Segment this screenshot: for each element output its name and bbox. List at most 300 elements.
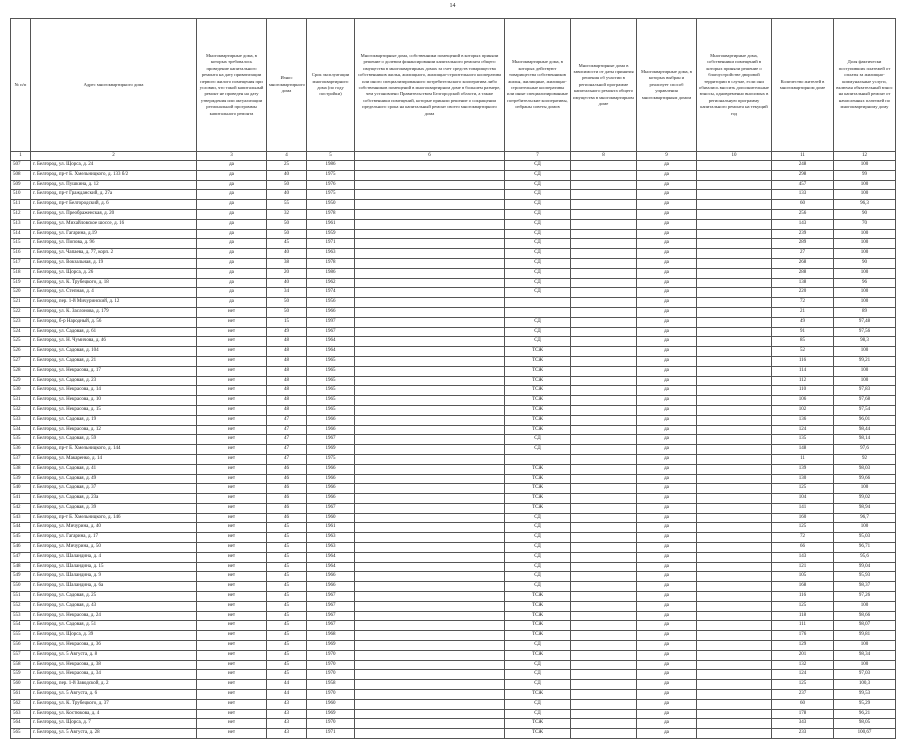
column-number: 8 [571, 152, 637, 161]
table-cell [355, 670, 505, 680]
table-row [11, 631, 896, 641]
table-cell: 1970 [307, 719, 355, 729]
table-cell [355, 219, 505, 229]
table-cell: 508 [11, 170, 31, 180]
table-cell: да [197, 278, 267, 288]
table-cell [505, 307, 571, 317]
table-cell: 1966 [307, 572, 355, 582]
table-cell [355, 709, 505, 719]
table-cell: 47 [267, 435, 307, 445]
table-cell [697, 415, 772, 425]
table-cell: нет [197, 317, 267, 327]
table-cell [697, 396, 772, 406]
table-cell [355, 690, 505, 700]
table-cell [571, 415, 637, 425]
table-cell: 233 [772, 729, 834, 739]
table-row [11, 415, 896, 425]
table-cell [697, 572, 772, 582]
table-cell: 48 [267, 366, 307, 376]
table-cell [697, 582, 772, 592]
table-cell: 55 [267, 200, 307, 210]
table-cell [571, 523, 637, 533]
table-cell: 46 [267, 503, 307, 513]
table-cell [355, 356, 505, 366]
table-cell: 1950 [307, 200, 355, 210]
table-cell [355, 396, 505, 406]
table-cell: да [637, 611, 697, 621]
table-cell: 45 [267, 641, 307, 651]
table-row [11, 592, 896, 602]
table-cell: 1965 [307, 405, 355, 415]
table-cell: да [197, 239, 267, 249]
table-cell: СД [505, 709, 571, 719]
table-cell: да [197, 170, 267, 180]
table-cell: г. Белгород, ул. Садовая, д. 25 [31, 592, 197, 602]
table-cell [697, 699, 772, 709]
table-cell [571, 288, 637, 298]
table-cell: 45 [267, 552, 307, 562]
table-cell: да [637, 239, 697, 249]
table-cell: 116 [772, 356, 834, 366]
table-cell [355, 425, 505, 435]
table-cell: 536 [11, 445, 31, 455]
table-cell: 529 [11, 376, 31, 386]
table-cell: 124 [772, 670, 834, 680]
table-cell: да [637, 366, 697, 376]
table-cell [571, 709, 637, 719]
table-cell: да [637, 729, 697, 739]
header-cell: Износ многоквартирного дома [267, 19, 307, 152]
table-cell: 46 [267, 474, 307, 484]
table-cell: 201 [772, 650, 834, 660]
header-cell: Срок эксплуатации многоквартирного дома (по году постройки) [307, 19, 355, 152]
table-cell [697, 670, 772, 680]
table-cell: 516 [11, 249, 31, 259]
table-cell [571, 376, 637, 386]
table-cell: 98,94 [834, 503, 896, 513]
table-cell: да [197, 258, 267, 268]
table-cell: 90 [834, 209, 896, 219]
table-cell: 220 [772, 288, 834, 298]
table-cell: г. Белгород, ул. Щорса, д. 26 [31, 268, 197, 278]
table-cell: нет [197, 405, 267, 415]
table-cell [571, 180, 637, 190]
table-cell [355, 484, 505, 494]
table-cell [355, 386, 505, 396]
table-cell [571, 503, 637, 513]
table-cell: 50 [267, 298, 307, 308]
table-cell [355, 327, 505, 337]
table-cell: 47 [267, 425, 307, 435]
table-cell: да [637, 170, 697, 180]
table-cell [355, 366, 505, 376]
table-cell: СД [505, 445, 571, 455]
table-cell: 100 [834, 523, 896, 533]
table-cell: да [637, 347, 697, 357]
table-cell: 515 [11, 239, 31, 249]
table-cell: да [637, 621, 697, 631]
table-row [11, 278, 896, 288]
table-cell [571, 650, 637, 660]
table-cell: СД [505, 327, 571, 337]
table-cell [571, 445, 637, 455]
table-row [11, 239, 896, 249]
table-row [11, 601, 896, 611]
table-cell [697, 219, 772, 229]
table-cell: СД [505, 543, 571, 553]
table-cell: ТСЖ [505, 621, 571, 631]
table-cell: 45 [267, 543, 307, 553]
table-cell: 48 [267, 396, 307, 406]
table-cell [697, 494, 772, 504]
table-cell: 1970 [307, 670, 355, 680]
table-cell [571, 543, 637, 553]
table-cell: г. Белгород, ул. Михайловское шоссе, д. 16 [31, 219, 197, 229]
table-cell: 1967 [307, 503, 355, 513]
table-cell [571, 699, 637, 709]
table-cell [355, 513, 505, 523]
table-cell: 1966 [307, 474, 355, 484]
table-cell: 92 [834, 454, 896, 464]
table-cell [571, 405, 637, 415]
table-cell: нет [197, 592, 267, 602]
table-cell: 138 [772, 278, 834, 288]
table-row [11, 161, 896, 171]
column-number: 10 [697, 152, 772, 161]
table-cell: нет [197, 347, 267, 357]
table-cell: 532 [11, 405, 31, 415]
table-cell: 555 [11, 631, 31, 641]
table-cell: 99,66 [834, 474, 896, 484]
table-cell: СД [505, 552, 571, 562]
table-cell: да [637, 415, 697, 425]
table-cell: нет [197, 709, 267, 719]
table-cell: 513 [11, 219, 31, 229]
table-row [11, 719, 896, 729]
table-cell: г. Белгород, ул. Некрасова, д. 36 [31, 641, 197, 651]
table-cell: ТСЖ [505, 376, 571, 386]
table-cell: 100 [834, 249, 896, 259]
table-cell: 524 [11, 327, 31, 337]
table-row [11, 180, 896, 190]
table-cell: 1961 [307, 219, 355, 229]
table-cell: ТСЖ [505, 611, 571, 621]
table-row [11, 533, 896, 543]
table-cell: 548 [11, 562, 31, 572]
table-cell: 46 [267, 513, 307, 523]
table-cell [697, 366, 772, 376]
table-row [11, 680, 896, 690]
column-number: 5 [307, 152, 355, 161]
header-row [11, 19, 896, 152]
table-cell: 1986 [307, 161, 355, 171]
table-cell: 25 [267, 161, 307, 171]
table-cell [355, 474, 505, 484]
column-number: 11 [772, 152, 834, 161]
table-cell [697, 523, 772, 533]
table-cell [571, 366, 637, 376]
table-cell: да [637, 180, 697, 190]
table-cell: 1970 [307, 650, 355, 660]
table-cell [571, 200, 637, 210]
table-cell: СД [505, 513, 571, 523]
table-cell: 45 [267, 670, 307, 680]
table-cell [355, 660, 505, 670]
table-cell: 102 [772, 405, 834, 415]
table-cell: нет [197, 660, 267, 670]
table-cell: 111 [772, 621, 834, 631]
table-cell [571, 670, 637, 680]
table-cell: 99,21 [834, 356, 896, 366]
table-row [11, 660, 896, 670]
table-cell [355, 229, 505, 239]
table-cell: 1975 [307, 190, 355, 200]
table-row [11, 690, 896, 700]
table-cell: 510 [11, 190, 31, 200]
table-cell: да [637, 582, 697, 592]
table-cell: г. Белгород, ул. К. Заслонова, д. 179 [31, 307, 197, 317]
table-cell: СД [505, 258, 571, 268]
table-cell: 125 [772, 523, 834, 533]
table-cell: 45 [267, 660, 307, 670]
table-cell: 1965 [307, 356, 355, 366]
table-cell: 124 [772, 425, 834, 435]
table-cell: 98,07 [834, 621, 896, 631]
table-cell [355, 543, 505, 553]
table-cell: 97,6 [834, 445, 896, 455]
table-cell [697, 317, 772, 327]
table-cell [697, 356, 772, 366]
table-row [11, 170, 896, 180]
table-row [11, 503, 896, 513]
table-cell: СД [505, 209, 571, 219]
table-cell: 43 [267, 719, 307, 729]
table-cell: г. Белгород, ул. Шаландина, д. 4 [31, 552, 197, 562]
table-row [11, 611, 896, 621]
table-cell: 1960 [307, 699, 355, 709]
table-cell [697, 601, 772, 611]
table-cell [571, 229, 637, 239]
table-cell: 97,26 [834, 592, 896, 602]
table-cell: 1966 [307, 582, 355, 592]
table-cell: 522 [11, 307, 31, 317]
table-cell: 521 [11, 298, 31, 308]
table-cell: 507 [11, 161, 31, 171]
table-cell: 237 [772, 690, 834, 700]
table-row [11, 641, 896, 651]
table-cell [571, 484, 637, 494]
table-cell: да [197, 268, 267, 278]
table-cell [571, 464, 637, 474]
table-cell [355, 278, 505, 288]
table-cell: ТСЖ [505, 415, 571, 425]
table-cell: 100,67 [834, 729, 896, 739]
table-cell: 43 [267, 729, 307, 739]
table-cell: 132 [772, 660, 834, 670]
table-cell: ТСЖ [505, 356, 571, 366]
header-cell: Многоквартирные дома, в которых выбран и реализует способ управления многоквартирным домом [637, 19, 697, 152]
table-cell: 509 [11, 180, 31, 190]
table-cell: СД [505, 219, 571, 229]
table-cell: г. Белгород, ул. Садовая, д. 61 [31, 327, 197, 337]
table-cell [355, 650, 505, 660]
table-row [11, 650, 896, 660]
table-cell: 98,44 [834, 425, 896, 435]
page-number: 14 [449, 3, 456, 9]
table-cell [571, 170, 637, 180]
table-cell: нет [197, 552, 267, 562]
table-cell: СД [505, 670, 571, 680]
table-cell: 1963 [307, 249, 355, 259]
table-cell: г. Белгород, пр-т Б. Хмельницкого, д. 146 [31, 513, 197, 523]
table-cell [697, 258, 772, 268]
table-row [11, 200, 896, 210]
table-cell: 523 [11, 317, 31, 327]
table-cell [571, 660, 637, 670]
table-cell [697, 278, 772, 288]
table-cell [355, 161, 505, 171]
table-cell: 100 [834, 660, 896, 670]
table-cell: 27 [772, 249, 834, 259]
table-cell: да [197, 219, 267, 229]
table-cell: 288 [772, 268, 834, 278]
table-cell: нет [197, 494, 267, 504]
table-cell: г. Белгород, ул. Макаренко, д. 14 [31, 454, 197, 464]
table-cell [355, 719, 505, 729]
table-cell: 45 [267, 562, 307, 572]
table-cell: нет [197, 454, 267, 464]
table-cell [571, 719, 637, 729]
table-cell: 133 [772, 190, 834, 200]
table-cell: 96 [834, 278, 896, 288]
table-cell: да [637, 543, 697, 553]
table-cell: 178 [772, 709, 834, 719]
table-cell: 50 [267, 219, 307, 229]
table-cell: 519 [11, 278, 31, 288]
table-cell: да [637, 405, 697, 415]
table-row [11, 709, 896, 719]
table-row [11, 347, 896, 357]
table-row [11, 572, 896, 582]
table-cell: да [637, 356, 697, 366]
table-cell: 256 [772, 209, 834, 219]
table-cell: да [637, 278, 697, 288]
table-cell: 40 [267, 170, 307, 180]
table-cell [571, 278, 637, 288]
table-cell: г. Белгород, ул. 5 Августа, д. 6 [31, 690, 197, 700]
table-cell: да [637, 386, 697, 396]
table-cell: г. Белгород, ул. Садовая, д. 104 [31, 347, 197, 357]
table-cell: 1967 [307, 621, 355, 631]
table-cell: 89 [834, 307, 896, 317]
table-cell: 100 [834, 376, 896, 386]
table-cell: СД [505, 249, 571, 259]
table-cell [697, 445, 772, 455]
table-cell: 91 [772, 327, 834, 337]
table-row [11, 464, 896, 474]
table-row [11, 219, 896, 229]
table-cell: 47 [267, 445, 307, 455]
table-cell [355, 631, 505, 641]
table-cell [697, 660, 772, 670]
table-cell: да [637, 268, 697, 278]
table-cell: г. Белгород, ул. Вокзальная, д. 19 [31, 258, 197, 268]
table-cell: 1967 [307, 435, 355, 445]
table-cell [571, 552, 637, 562]
table-cell: 1969 [307, 445, 355, 455]
table-cell: 45 [267, 582, 307, 592]
table-cell: 1963 [307, 543, 355, 553]
table-cell: 1965 [307, 366, 355, 376]
header-cell: Многоквартирные дома, собственники помещений в которых приняли решение о благоустройстве дворовой территории в случае, если они обязались вносить дополнительные взносы, одновременно вносимых в региональную программу капитального ремонта на текущий год [697, 19, 772, 152]
table-cell: 1966 [307, 484, 355, 494]
table-cell: 1967 [307, 611, 355, 621]
table-cell: 1969 [307, 641, 355, 651]
table-cell: да [637, 376, 697, 386]
table-cell: 554 [11, 621, 31, 631]
table-cell: г. Белгород, ул. Некрасова, д. 12 [31, 425, 197, 435]
table-cell [355, 680, 505, 690]
table-cell: 99,81 [834, 631, 896, 641]
table-body [11, 161, 896, 739]
table-cell: нет [197, 650, 267, 660]
table-cell: 95,03 [834, 533, 896, 543]
table-cell: СД [505, 523, 571, 533]
table-cell: 556 [11, 641, 31, 651]
table-cell: г. Белгород, ул. Щорса, д. 24 [31, 161, 197, 171]
table-cell: 526 [11, 347, 31, 357]
table-cell: г. Белгород, ул. 5 Августа, д. 8 [31, 650, 197, 660]
table-cell: да [197, 209, 267, 219]
table-cell: 66 [772, 543, 834, 553]
table-cell: нет [197, 307, 267, 317]
table-cell: г. Белгород, пр-т Гражданский, д. 27а [31, 190, 197, 200]
table-cell: нет [197, 376, 267, 386]
table-cell: г. Белгород, пр-т Б. Хмельницкого, д. 144 [31, 445, 197, 455]
table-cell [571, 219, 637, 229]
table-cell: нет [197, 680, 267, 690]
table-cell: 121 [772, 562, 834, 572]
table-cell: 43 [267, 699, 307, 709]
table-cell: 45 [267, 523, 307, 533]
column-number-row [11, 152, 896, 161]
table-cell: 565 [11, 729, 31, 739]
table-cell [697, 709, 772, 719]
table-row [11, 484, 896, 494]
table-cell [571, 680, 637, 690]
table-cell: 1975 [307, 170, 355, 180]
table-cell [697, 611, 772, 621]
table-cell: 50 [267, 229, 307, 239]
table-cell [355, 562, 505, 572]
table-cell: 533 [11, 415, 31, 425]
table-cell: 1966 [307, 425, 355, 435]
table-cell: да [637, 670, 697, 680]
table-cell [571, 533, 637, 543]
table-cell: 114 [772, 366, 834, 376]
table-cell [355, 376, 505, 386]
table-cell [697, 239, 772, 249]
table-cell [571, 239, 637, 249]
table-cell: 539 [11, 474, 31, 484]
table-cell [571, 190, 637, 200]
table-cell: 512 [11, 209, 31, 219]
header-cell: № п/п [11, 19, 31, 152]
table-cell: г. Белгород, ул. Щорса, д. 7 [31, 719, 197, 729]
table-cell: 100 [834, 229, 896, 239]
table-cell [571, 729, 637, 739]
table-cell: 457 [772, 180, 834, 190]
